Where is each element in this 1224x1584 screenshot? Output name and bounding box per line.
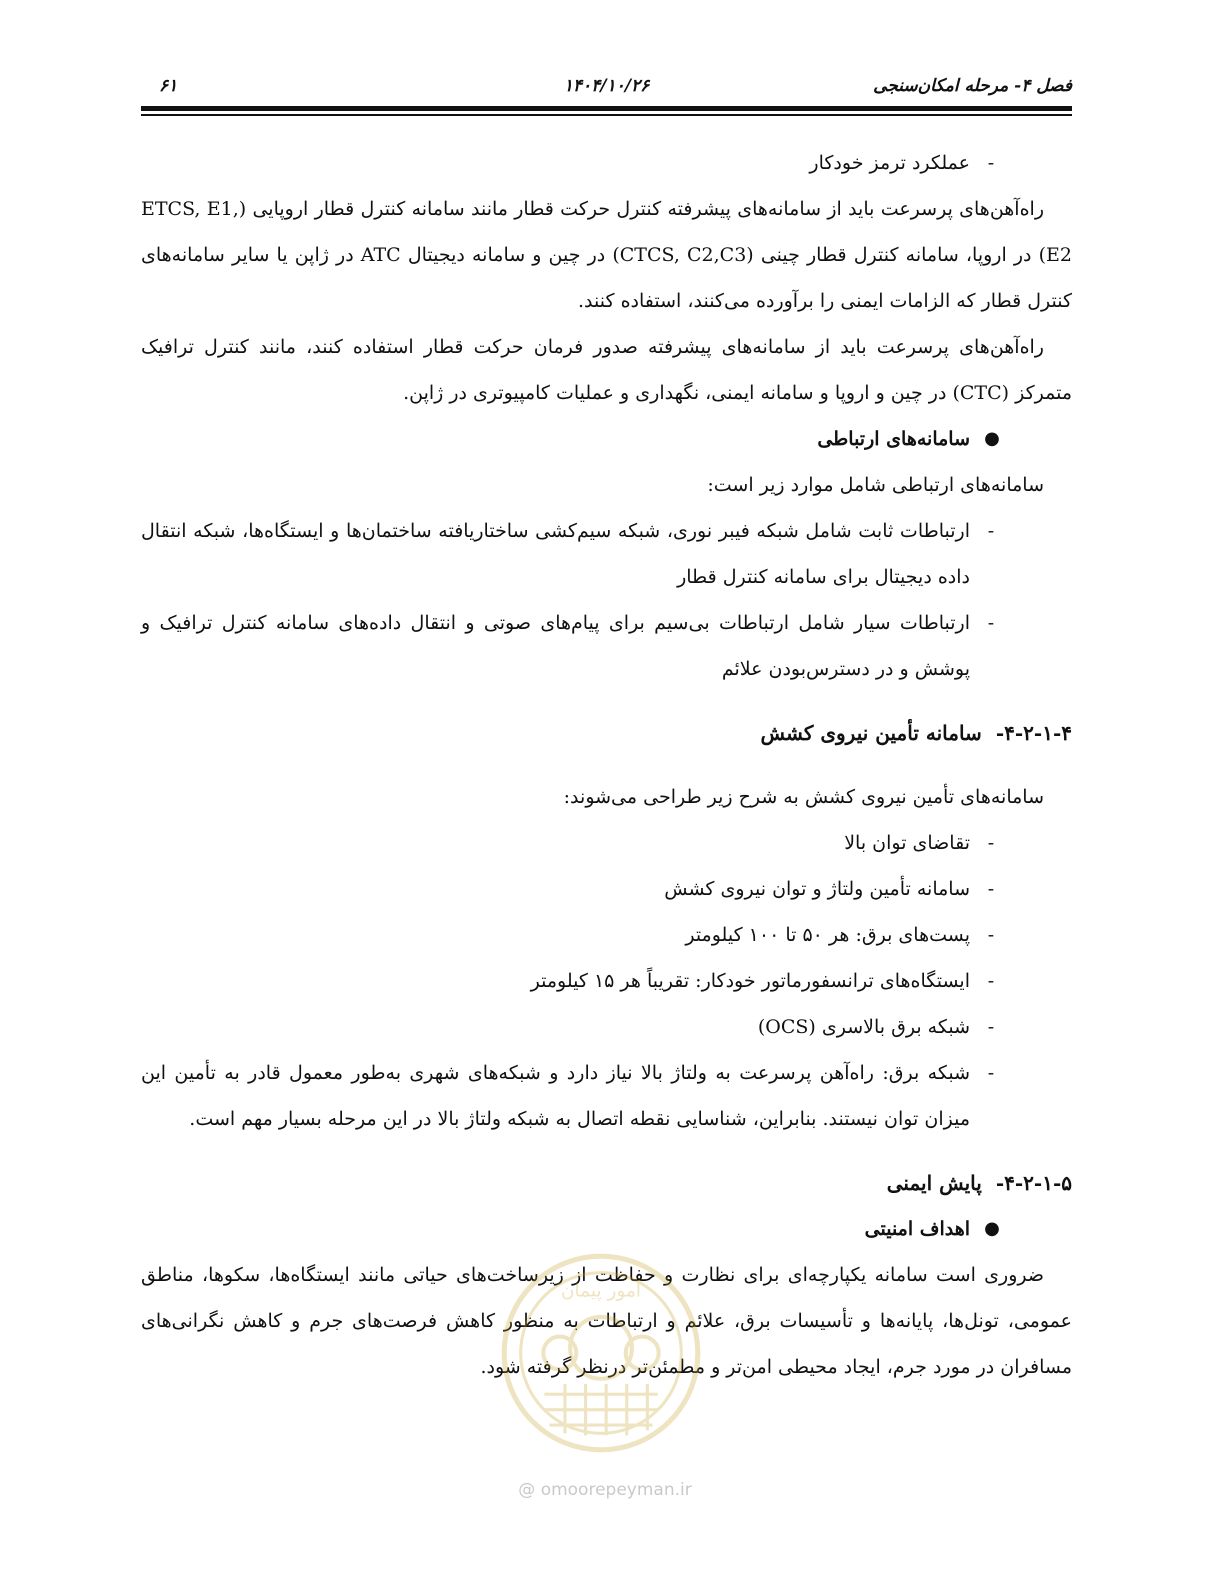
list-item-text: تقاضای توان بالا	[844, 832, 970, 854]
list-item-text: ارتباطات ثابت شامل شبکه فیبر نوری، شبکه سیم‌کشی ساختاریافته ساختمان‌ها و ایستگاه‌ها، شبکه انتقال داده دیجیتال برای سامانه کنترل قطار	[141, 520, 970, 588]
bullet-heading-security: ● اهداف امنیتی	[141, 1206, 1072, 1252]
list-item: - تقاضای توان بالا	[844, 832, 995, 854]
list-item: - پست‌های برق: هر ۵۰ تا ۱۰۰ کیلومتر	[685, 924, 995, 946]
svg-text:امور پیمان: امور پیمان	[560, 1280, 642, 1302]
list-item-text: عملکرد ترمز خودکار	[809, 152, 970, 174]
header-date: ۱۴۰۴/۱۰/۲۶	[563, 76, 650, 96]
list-item-text: شبکه برق بالاسری (OCS)	[757, 1016, 970, 1038]
paragraph-train-control: راه‌آهن‌های پرسرعت باید از سامانه‌های پیشرفته کنترل حرکت قطار مانند سامانه کنترل قطار اروپایی (ETCS, E1, E2) در اروپا، سامانه کنترل قطار چینی (CTCS, C2,C3) در چین و سامانه دیجیتال ATC در ژاپن یا سایر سامانه‌های کنترل قطار که الزامات ایمنی را برآورده می‌کنند، استفاده کنند.	[141, 198, 1072, 312]
list-item-text: ارتباطات سیار شامل ارتباطات بی‌سیم برای پیام‌های صوتی و انتقال داده‌های سامانه کنترل ترافیک و پوشش و در دسترس‌بودن علائم	[141, 612, 970, 680]
list-item-text: شبکه برق: راه‌آهن پرسرعت به ولتاژ بالا نیاز دارد و شبکه‌های شهری به‌طور معمول قادر به تأمین این میزان توان نیستند. بنابراین، شناسایی نقطه اتصال به شبکه ولتاژ بالا در این مرحله بسیار مهم است.	[141, 1062, 970, 1130]
watermark-site-text: @ omoorepeyman.ir	[518, 1480, 692, 1500]
list-item: - عملکرد ترمز خودکار	[809, 152, 995, 174]
section-heading-safety: ۴-۲-۱-۵-پایش ایمنی	[886, 1171, 1072, 1195]
section-heading-traction: ۴-۲-۱-۴-سامانه تأمین نیروی کشش	[760, 721, 1072, 745]
page-header	[141, 74, 1072, 104]
paragraph-train-command: راه‌آهن‌های پرسرعت باید از سامانه‌های پیشرفته صدور فرمان حرکت قطار استفاده کنند، مانند کنترل ترافیک متمرکز (CTC) در چین و اروپا و سامانه ایمنی، نگهداری و عملیات کامپیوتری در ژاپن.	[141, 336, 1072, 404]
list-item: - ایستگاه‌های ترانسفورماتور خودکار: تقریباً هر ۱۵ کیلومتر	[530, 970, 995, 992]
list-item: - شبکه برق: راه‌آهن پرسرعت به ولتاژ بالا نیاز دارد و شبکه‌های شهری به‌طور معمول قادر به تأمین این میزان توان نیستند. بنابراین، شناسایی نقطه اتصال به شبکه ولتاژ بالا در این مرحله بسیار مهم است.	[141, 1062, 995, 1130]
list-item-text: ایستگاه‌های ترانسفورماتور خودکار: تقریباً هر ۱۵ کیلومتر	[530, 970, 970, 992]
paragraph-traction-intro: سامانه‌های تأمین نیروی کشش به شرح زیر طراحی می‌شوند:	[563, 786, 1044, 808]
list-item: - ارتباطات ثابت شامل شبکه فیبر نوری، شبکه سیم‌کشی ساختاریافته ساختمان‌ها و ایستگاه‌ها، شبکه انتقال داده دیجیتال برای سامانه کنترل قطار	[141, 520, 995, 588]
list-item: - ارتباطات سیار شامل ارتباطات بی‌سیم برای پیام‌های صوتی و انتقال داده‌های سامانه کنترل ترافیک و پوشش و در دسترس‌بودن علائم	[141, 612, 995, 680]
bullet-icon: ●	[984, 428, 1000, 449]
list-item: - سامانه تأمین ولتاژ و توان نیروی کشش	[664, 878, 995, 900]
bullet-heading-communications: ● سامانه‌های ارتباطی	[141, 416, 1072, 462]
page-body	[141, 140, 1072, 1390]
page-number: ۶۱	[159, 76, 178, 96]
bullet-icon: ●	[984, 1218, 1000, 1239]
list-item-text: سامانه تأمین ولتاژ و توان نیروی کشش	[664, 878, 970, 900]
paragraph-security: ضروری است سامانه یکپارچه‌ای برای نظارت و حفاظت از زیرساخت‌های حیاتی مانند ایستگاه‌ها، سکوها، مناطق عمومی، تونل‌ها، پایانه‌ها و تأسیسات برق، علائم و ارتباطات به منظور کاهش فرصت‌های جرم و کاهش نگرانی‌های مسافران در مورد جرم، ایجاد محیطی امن‌تر و مطمئن‌تر درنظر گرفته شود.	[141, 1264, 1072, 1378]
header-rule-thick	[141, 106, 1072, 111]
chapter-title: فصل ۴- مرحله امکان‌سنجی	[873, 76, 1072, 96]
header-rule-thin	[141, 114, 1072, 116]
list-item-text: پست‌های برق: هر ۵۰ تا ۱۰۰ کیلومتر	[685, 924, 970, 946]
list-item: - شبکه برق بالاسری (OCS)	[757, 1016, 995, 1038]
paragraph-communications-intro: سامانه‌های ارتباطی شامل موارد زیر است:	[707, 474, 1044, 496]
watermark-seal-icon	[498, 1250, 704, 1456]
